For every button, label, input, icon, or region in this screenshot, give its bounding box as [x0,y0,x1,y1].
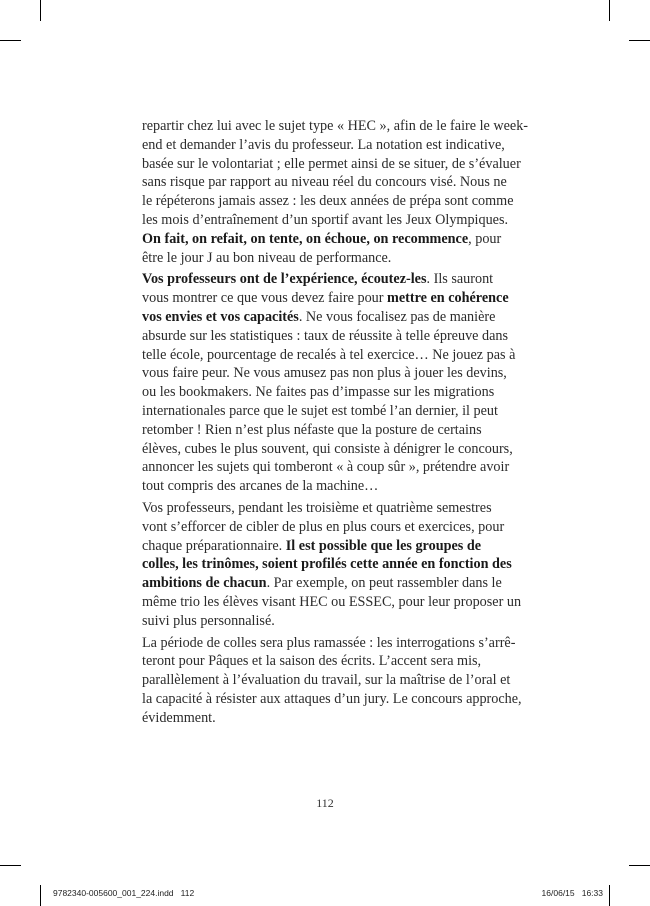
slug-datetime: 16/06/15 16:33 [541,888,603,898]
text-run: les mois d’entraînement d’un sportif avant les Jeux Olympiques. [142,211,509,228]
text-line [142,346,533,365]
text-run: le répéterons jamais assez : les deux années de prépa sont comme [142,193,514,210]
text-line [142,593,533,612]
text-line [142,458,533,477]
text-line [142,155,533,174]
text-line [142,249,533,268]
bold-text: Vos professeurs ont de l’expérience, écoutez-les [142,271,427,288]
paragraph [142,499,533,631]
text-run: chaque préparationnaire. [142,537,286,554]
text-run: Vos professeurs, pendant les troisième et quatrième semestres [142,499,492,516]
text-run: suivi plus personnalisé. [142,612,275,629]
text-run: repartir chez lui avec le sujet type « HEC », afin de le faire le week- [142,118,529,134]
text-line [142,117,533,136]
paragraph [142,634,533,728]
text-line [142,327,533,346]
crop-mark-bottom-right-horizontal [629,865,650,866]
text-run: annoncer les sujets qui tomberont « à coup sûr », prétendre avoir [142,459,510,476]
text-run: basée sur le volontariat ; elle permet ainsi de se situer, de s’évaluer [142,155,521,172]
text-line [142,518,533,537]
text-line [142,690,533,709]
text-run: vous faire peur. Ne vous amusez pas non plus à jouer les devins, [142,365,507,382]
text-line [142,671,533,690]
text-line [142,289,533,308]
text-line [142,634,533,653]
text-line [142,421,533,440]
text-run: évidemment. [142,709,216,726]
text-run: end et demander l’avis du professeur. La notation est indicative, [142,136,505,153]
crop-mark-top-left-vertical [40,0,41,21]
text-line [142,192,533,211]
text-run: même trio les élèves visant HEC ou ESSEC, pour leur proposer un [142,593,522,610]
bold-text: vos envies et vos capacités [142,308,299,325]
crop-mark-bottom-right-vertical [609,885,610,906]
text-run: , pour [468,230,502,247]
crop-mark-bottom-left-horizontal [0,865,21,866]
text-line [142,364,533,383]
bold-text: mettre en cohérence [387,290,509,307]
text-run: La période de colles sera plus ramassée : les interrogations s’arrê- [142,634,516,651]
crop-mark-top-right-horizontal [629,40,650,41]
text-run: retomber ! Rien n’est plus néfaste que la posture de certains [142,421,482,438]
crop-mark-bottom-left-vertical [40,885,41,906]
text-run: parallèlement à l’évaluation du travail, sur la maîtrise de l’oral et [142,672,511,689]
text-run: . Ils sauront [426,271,494,288]
crop-mark-top-left-horizontal [0,40,21,41]
paragraph [142,270,533,496]
text-run: sans risque par rapport au niveau réel du concours visé. Nous ne [142,174,507,191]
text-run: la capacité à résister aux attaques d’un jury. Le concours approche, [142,690,522,707]
text-line [142,555,533,574]
text-run: ou les bookmakers. Ne faites pas d’impasse sur les migrations [142,384,495,401]
page-number: 112 [316,796,334,810]
body-text [142,117,533,731]
crop-mark-top-right-vertical [609,0,610,21]
text-line [142,173,533,192]
bold-text: ambitions de chacun [142,575,267,592]
text-run: absurde sur les statistiques : taux de réussite à telle épreuve dans [142,327,509,344]
bold-text: Il est possible que les groupes de [285,537,482,554]
text-line [142,211,533,230]
text-run: vous montrer ce que vous devez faire pour [142,290,388,307]
text-run: telle école, pourcentage de recalés à tel exercice… Ne jouez pas à [142,346,516,363]
text-line [142,709,533,728]
text-run: . Par exemple, on peut rassembler dans le [266,575,502,592]
text-run: vont s’efforcer de cibler de plus en plus cours et exercices, pour [142,518,505,535]
bold-text: colles, les trinômes, soient profilés cette année en fonction des [142,556,512,573]
text-line [142,537,533,556]
text-run: internationales parce que le sujet est tombé l’an dernier, il peut [142,402,498,419]
text-run: être le jour J au bon niveau de performance. [142,249,392,266]
text-line [142,499,533,518]
text-line [142,652,533,671]
text-run: teront pour Pâques et la saison des écrits. L’accent sera mis, [142,653,482,670]
paragraph [142,117,533,267]
bold-text: On fait, on refait, on tente, on échoue, on recommence [142,230,469,247]
text-line [142,136,533,155]
text-run: tout compris des arcanes de la machine… [142,478,379,495]
text-line [142,612,533,631]
slug-filename: 9782340-005600_001_224.indd 112 [53,888,195,898]
text-line [142,383,533,402]
text-run: élèves, cubes le plus souvent, qui consiste à dénigrer le concours, [142,440,513,457]
text-line [142,308,533,327]
text-line [142,230,533,249]
text-line [142,270,533,289]
text-line [142,574,533,593]
text-line [142,440,533,459]
text-line [142,477,533,496]
text-line [142,402,533,421]
text-run: . Ne vous focalisez pas de manière [298,308,496,325]
